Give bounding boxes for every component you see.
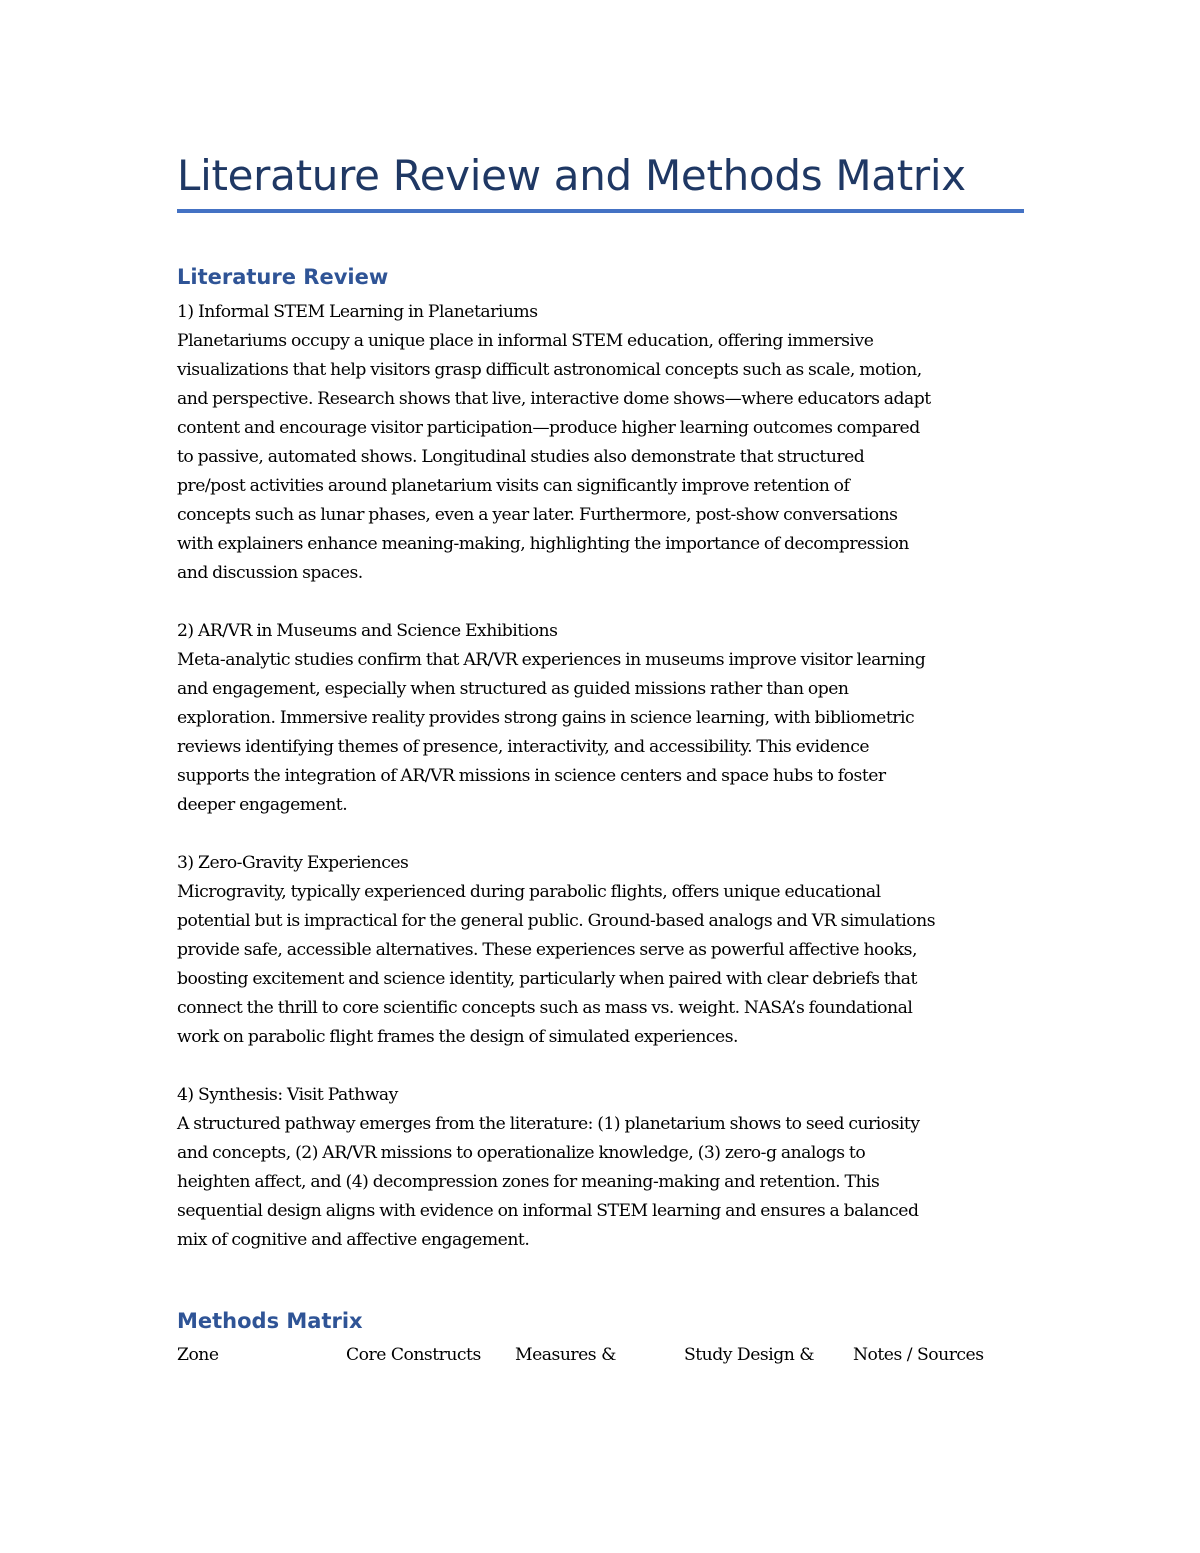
lit-section-ar-vr bbox=[177, 617, 1037, 820]
paragraph-line: content and encourage visitor participation—produce higher learning outcomes compared bbox=[177, 418, 920, 438]
paragraph-line: heighten affect, and (4) decompression zones for meaning-making and retention. This bbox=[177, 1172, 880, 1192]
paragraph-line: work on parabolic flight frames the design of simulated experiences. bbox=[177, 1027, 739, 1047]
paragraph-line: deeper engagement. bbox=[177, 795, 348, 815]
document-title: Literature Review and Methods Matrix bbox=[177, 151, 966, 200]
paragraph-line: with explainers enhance meaning-making, highlighting the importance of decompression bbox=[177, 534, 909, 554]
lit-section-zero-gravity bbox=[177, 849, 1037, 1052]
methods-matrix-header-row bbox=[177, 1341, 1027, 1370]
paragraph-line: exploration. Immersive reality provides strong gains in science learning, with bibliometric bbox=[177, 708, 915, 728]
matrix-column-header: Notes / Sources bbox=[853, 1345, 984, 1365]
paragraph-line: pre/post activities around planetarium visits can significantly improve retention of bbox=[177, 476, 850, 496]
paragraph-line: Microgravity, typically experienced during parabolic flights, offers unique educational bbox=[177, 882, 881, 902]
methods-matrix-heading: Methods Matrix bbox=[177, 1309, 363, 1333]
paragraph-line: Planetariums occupy a unique place in informal STEM education, offering immersive bbox=[177, 331, 874, 351]
literature-review-heading: Literature Review bbox=[177, 265, 389, 289]
paragraph-line: provide safe, accessible alternatives. These experiences serve as powerful affective hooks, bbox=[177, 940, 917, 960]
lit-section-title: 1) Informal STEM Learning in Planetariums bbox=[177, 302, 538, 322]
paragraph-line: A structured pathway emerges from the literature: (1) planetarium shows to seed curiosity bbox=[177, 1114, 920, 1134]
paragraph-line: and perspective. Research shows that live, interactive dome shows—where educators adapt bbox=[177, 389, 931, 409]
paragraph-line: supports the integration of AR/VR missions in science centers and space hubs to foster bbox=[177, 766, 886, 786]
matrix-column-header: Study Design & bbox=[684, 1345, 815, 1365]
paragraph-line: and engagement, especially when structured as guided missions rather than open bbox=[177, 679, 849, 699]
lit-section-planetariums bbox=[177, 298, 1037, 588]
lit-section-title: 3) Zero-Gravity Experiences bbox=[177, 853, 409, 873]
matrix-column-header: Core Constructs bbox=[346, 1345, 481, 1365]
matrix-column-header: Zone bbox=[177, 1345, 219, 1365]
lit-section-synthesis bbox=[177, 1081, 1037, 1255]
paragraph-line: mix of cognitive and affective engagement. bbox=[177, 1230, 530, 1250]
paragraph-line: and discussion spaces. bbox=[177, 563, 363, 583]
paragraph-line: to passive, automated shows. Longitudinal studies also demonstrate that structured bbox=[177, 447, 865, 467]
paragraph-line: connect the thrill to core scientific concepts such as mass vs. weight. NASA’s foundational bbox=[177, 998, 913, 1018]
matrix-column-header: Measures & bbox=[515, 1345, 616, 1365]
title-underline-rule bbox=[177, 209, 1024, 213]
paragraph-line: boosting excitement and science identity, particularly when paired with clear debriefs that bbox=[177, 969, 917, 989]
lit-section-title: 2) AR/VR in Museums and Science Exhibitions bbox=[177, 621, 558, 641]
paragraph-line: concepts such as lunar phases, even a year later. Furthermore, post-show conversations bbox=[177, 505, 898, 525]
paragraph-line: Meta-analytic studies confirm that AR/VR experiences in museums improve visitor learning bbox=[177, 650, 926, 670]
paragraph-line: visualizations that help visitors grasp difficult astronomical concepts such as scale, motion, bbox=[177, 360, 922, 380]
lit-section-title: 4) Synthesis: Visit Pathway bbox=[177, 1085, 398, 1105]
paragraph-line: sequential design aligns with evidence on informal STEM learning and ensures a balanced bbox=[177, 1201, 919, 1221]
paragraph-line: potential but is impractical for the general public. Ground-based analogs and VR simulations bbox=[177, 911, 936, 931]
paragraph-line: and concepts, (2) AR/VR missions to operationalize knowledge, (3) zero-g analogs to bbox=[177, 1143, 866, 1163]
paragraph-line: reviews identifying themes of presence, interactivity, and accessibility. This evidence bbox=[177, 737, 870, 757]
